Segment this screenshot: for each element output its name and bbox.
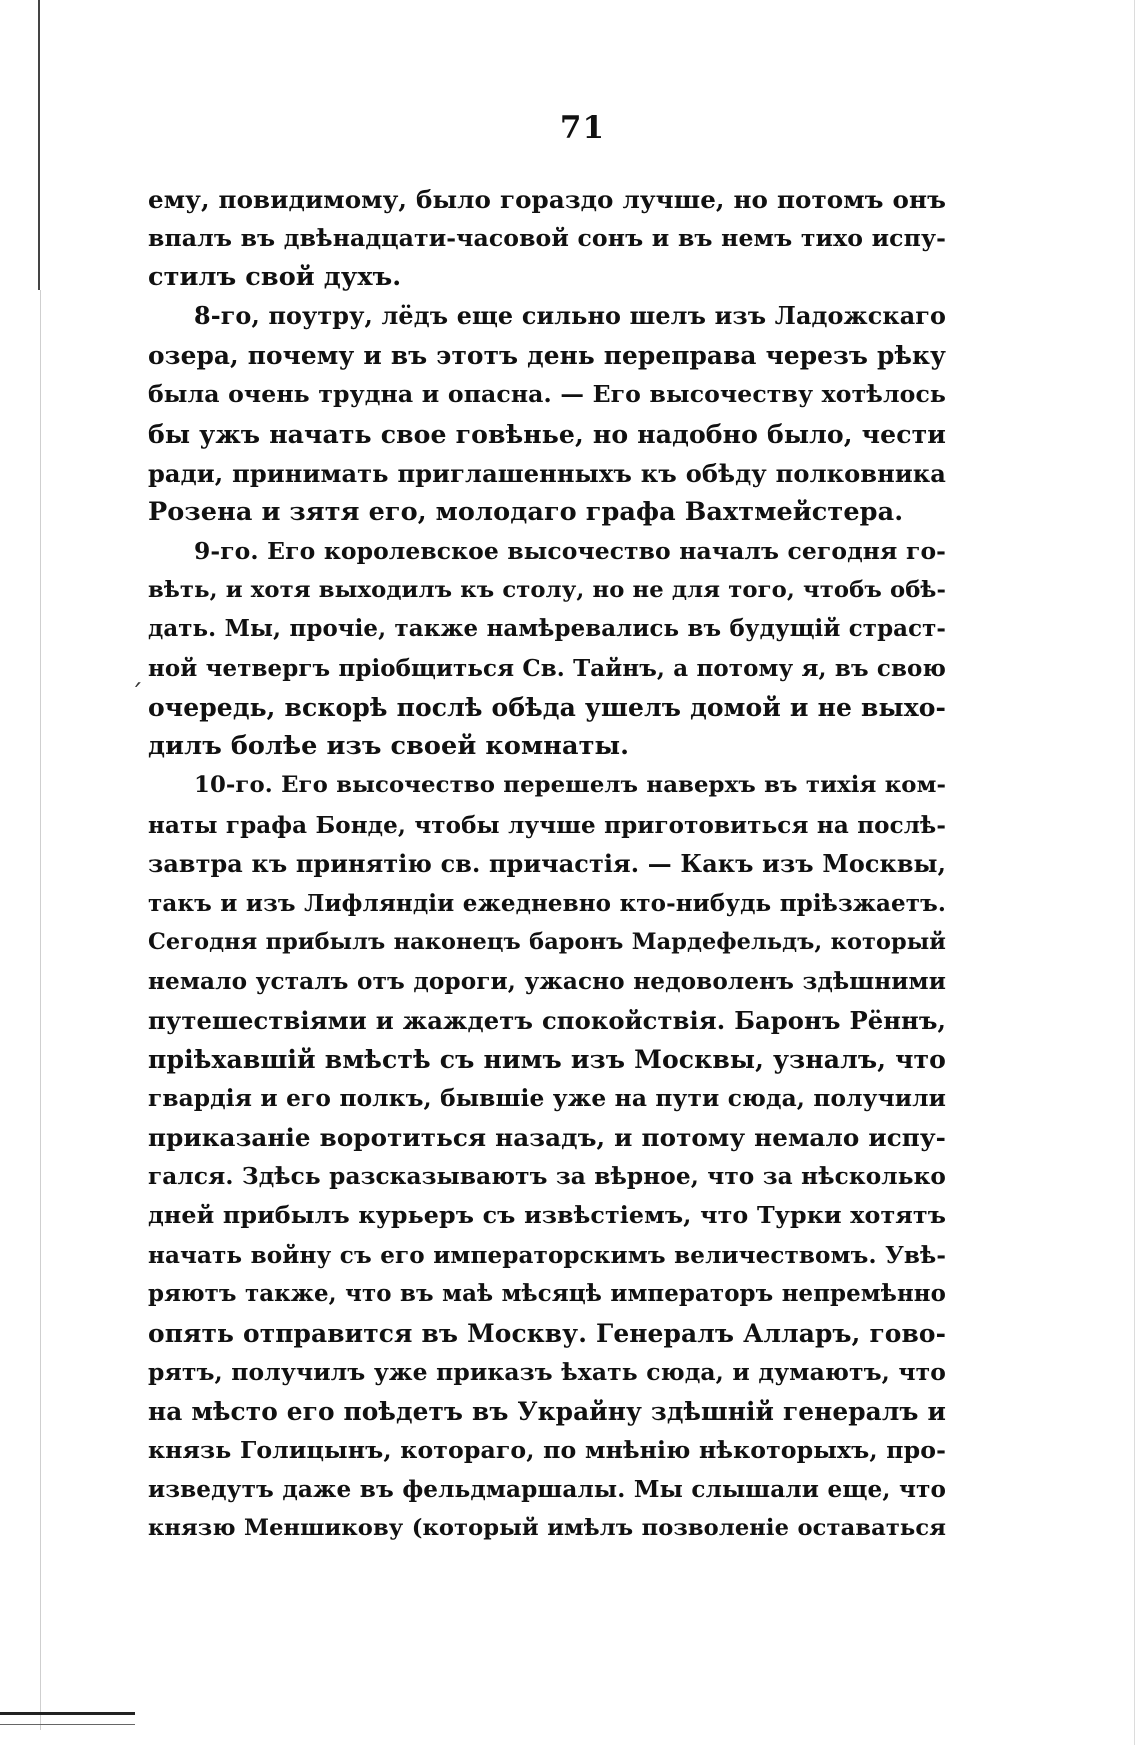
text-line: ной четвергъ пріобщиться Св. Тайнъ, а потому я, въ свою [148, 655, 946, 683]
text-line: приказаніе воротиться назадъ, и потому немало испу- [148, 1123, 946, 1153]
text-line: 10-го. Его высочество перешелъ наверхъ въ тихія ком- [194, 772, 946, 799]
text-line: такъ и изъ Лифляндіи ежедневно кто-нибудь пріѣзжаетъ. [148, 889, 946, 917]
text-line: ради, принимать приглашенныхъ къ обѣду полковника [148, 458, 946, 488]
bottom-rule-thin [0, 1724, 135, 1725]
text-line: стилъ свой духъ. [148, 262, 402, 293]
text-line: бы ужъ начать свое говѣнье, но надобно было, чести [148, 418, 946, 449]
text-line: князю Меншикову (который имѣлъ позволеніе оставаться [148, 1515, 946, 1542]
text-line: ряютъ также, что въ маѣ мѣсяцѣ императоръ непремѣнно [148, 1280, 946, 1307]
text-line: очередь, вскорѣ послѣ обѣда ушелъ домой и не выхо- [148, 693, 946, 723]
text-line: впалъ въ двѣнадцати-часовой сонъ и въ немъ тихо испу- [148, 224, 946, 253]
bottom-rule [0, 1712, 135, 1715]
text-line: озера, почему и въ этотъ день переправа черезъ рѣку [148, 341, 946, 371]
page-binding-edge-lower [40, 290, 41, 1730]
text-line: дать. Мы, прочіе, также намѣревались въ будущій страст- [148, 616, 946, 643]
text-line: изведутъ даже въ фельдмаршалы. Мы слышали еще, что [148, 1476, 946, 1504]
text-line: дней прибылъ курьеръ съ извѣстіемъ, что Турки хотятъ [148, 1201, 946, 1230]
text-line: князь Голицынъ, котораго, по мнѣнію нѣкоторыхъ, про- [148, 1436, 946, 1464]
body-text [148, 180, 946, 1548]
page-right-edge [1134, 0, 1135, 1745]
text-line: была очень трудна и опасна. — Его высочеству хотѣлось [148, 380, 946, 409]
text-line: 9-го. Его королевское высочество началъ сегодня го- [194, 536, 946, 565]
margin-mark: ˊ [130, 680, 143, 710]
text-line: Сегодня прибылъ наконецъ баронъ Мардефельдъ, который [148, 928, 946, 955]
text-line: дилъ болѣе изъ своей комнаты. [148, 731, 630, 762]
text-line: ему, повидимому, было гораздо лучше, но потомъ онъ [148, 185, 946, 214]
text-line: завтра къ принятію св. причастія. — Какъ изъ Москвы, [148, 849, 946, 878]
text-line: начать войну съ его императорскимъ величествомъ. Увѣ- [148, 1241, 946, 1269]
text-line: вѣть, и хотя выходилъ къ столу, но не для того, чтобъ обѣ- [148, 576, 946, 603]
text-line: рятъ, получилъ уже приказъ ѣхать сюда, и думаютъ, что [148, 1357, 946, 1386]
text-line: наты графа Бонде, чтобы лучше приготовиться на послѣ- [148, 811, 946, 839]
text-line: гался. Здѣсь разсказываютъ за вѣрное, что за нѣсколько [148, 1163, 946, 1191]
text-line: гвардія и его полкъ, бывшіе уже на пути сюда, получили [148, 1085, 946, 1113]
text-line: 8-го, поутру, лёдъ еще сильно шелъ изъ Ладожскаго [194, 302, 946, 331]
text-line: опять отправится въ Москву. Генералъ Алларъ, гово- [148, 1318, 946, 1348]
text-line: немало усталъ отъ дороги, ужасно недоволенъ здѣшними [148, 967, 946, 995]
page-number: 71 [559, 110, 606, 146]
text-line: пріѣхавшій вмѣстѣ съ нимъ изъ Москвы, узналъ, что [148, 1044, 946, 1075]
text-line: путешествіями и жаждетъ спокойствія. Баронъ Рённъ, [148, 1005, 946, 1035]
text-line: Розена и зятя его, молодаго графа Вахтмейстера. [148, 496, 904, 527]
text-line: на мѣсто его поѣдетъ въ Украйну здѣшній генералъ и [148, 1396, 946, 1426]
